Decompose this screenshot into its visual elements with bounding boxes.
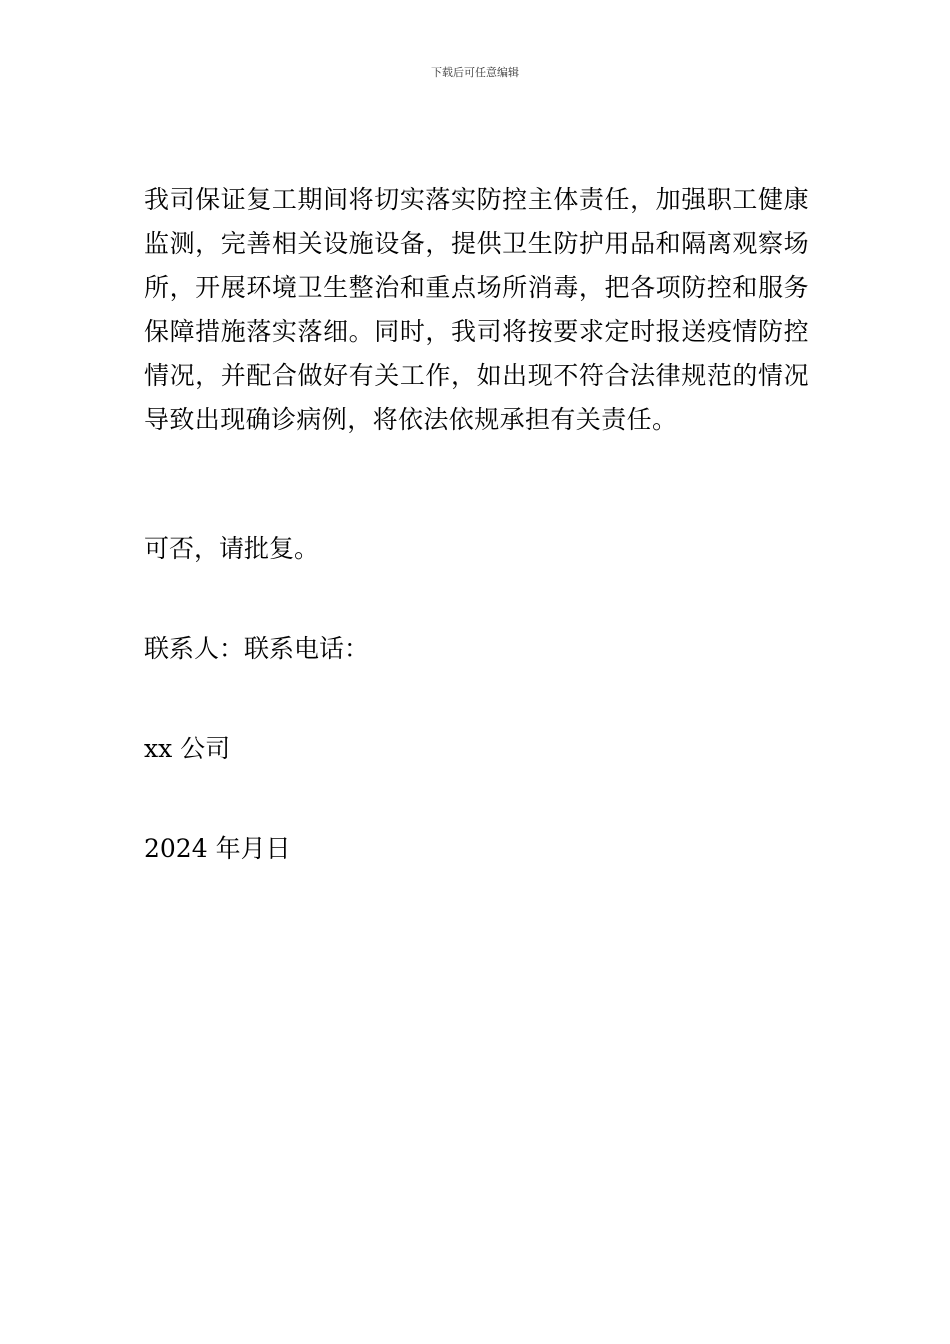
company-name: xx 公司 xyxy=(144,734,231,763)
closing-line: 可否，请批复。 xyxy=(144,534,320,563)
page-header: 下载后可任意编辑 xyxy=(431,66,519,79)
document-date: 2024 年月日 xyxy=(144,834,291,863)
body-paragraph: 我司保证复工期间将切实落实防控主体责任，加强职工健康监测，完善相关设施设备，提供卫生防护用品和隔离观察场所，开展环境卫生整治和重点场所消毒，把各项防控和服务保障措施落实落细。同时，我司将按要求定时报送疫情防控情况，并配合做好有关工作，如出现不符合法律规范的情况导致出现确诊病例，将依法依规承担有关责任。 xyxy=(144,185,809,434)
contact-line: 联系人：联系电话： xyxy=(144,634,370,663)
